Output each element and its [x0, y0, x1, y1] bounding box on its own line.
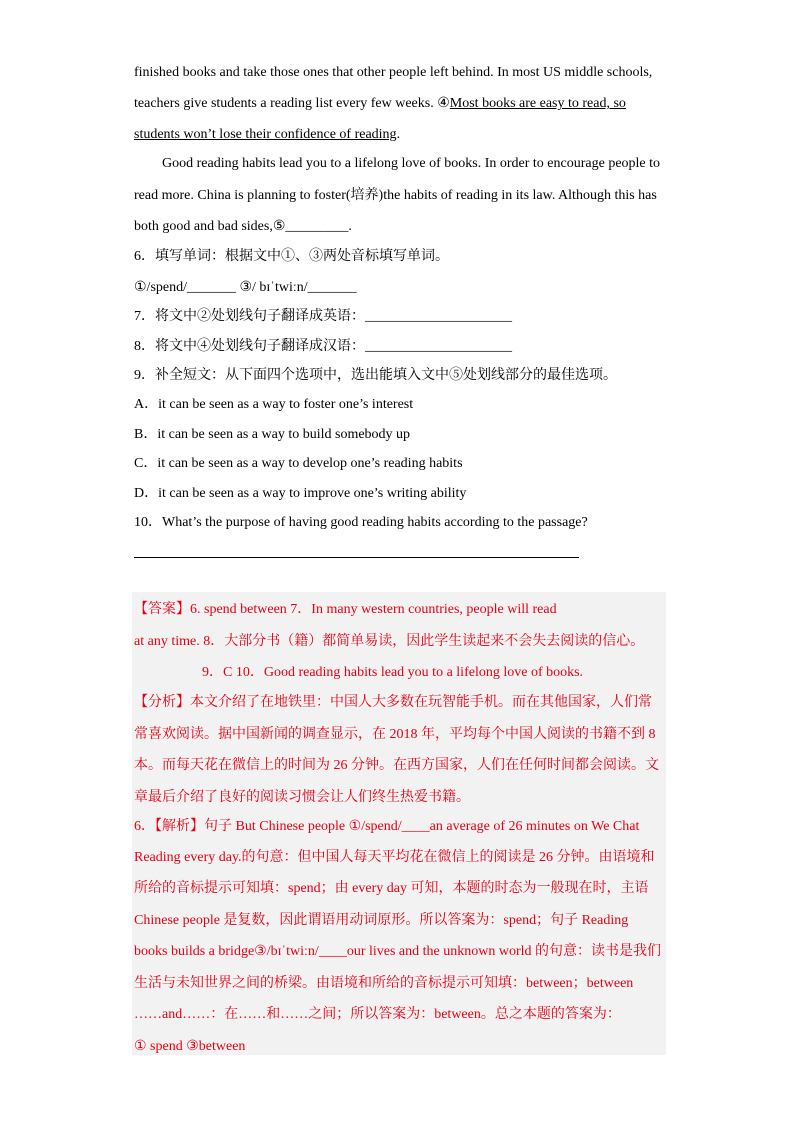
passage-line: both good and bad sides,⑤_________.	[134, 219, 352, 234]
analysis-line: 【分析】本文介绍了在地铁里：中国人大多数在玩智能手机。而在其他国家，人们常	[134, 695, 652, 710]
explanation-line: ① spend ③between	[134, 1039, 246, 1054]
explanation-line: books builds a bridge③/bɪˈtwiːn/____our lives and the unknown world 的句意：读书是我们	[134, 944, 662, 959]
question-9: 9．补全短文：从下面四个选项中，选出能填入文中⑤处划线部分的最佳选项。	[134, 368, 617, 383]
analysis-line: 章最后介绍了良好的阅读习惯会让人们终生热爱书籍。	[134, 790, 470, 805]
option-a: A．it can be seen as a way to foster one’s interest	[134, 397, 414, 412]
answer-blank-line	[134, 557, 579, 558]
analysis-line: 本。而每天花在微信上的时间为 26 分钟。在西方国家，人们在任何时间都会阅读。文	[134, 758, 659, 773]
question-6-blanks: ①/spend/_______ ③/ bɪˈtwiːn/_______	[134, 280, 357, 295]
passage-line: Good reading habits lead you to a lifelong love of books. In order to encourage people to	[162, 156, 661, 171]
explanation-line: 生活与未知世界之间的桥梁。由语境和所给的音标提示可知填：between；between	[134, 976, 634, 991]
question-6: 6．填写单词：根据文中①、③两处音标填写单词。	[134, 249, 449, 264]
answer-line: 【答案】6. spend between 7．In many western countries, people will read	[134, 602, 557, 617]
passage-line	[134, 95, 626, 113]
question-8: 8．将文中④处划线句子翻译成汉语：_____________________	[134, 339, 512, 354]
underlined-sentence-4-cont: students won’t lose their confidence of reading	[134, 127, 397, 142]
passage-line: read more. China is planning to foster(培养)the habits of reading in its law. Although this has	[134, 188, 657, 203]
passage-text: .	[396, 127, 401, 142]
explanation-line: ……and……：在……和……之间；所以答案为：between。总之本题的答案为：	[134, 1007, 621, 1022]
answer-line: 9．C 10．Good reading habits lead you to a lifelong love of books.	[202, 665, 584, 680]
option-c: C．it can be seen as a way to develop one’s reading habits	[134, 456, 463, 471]
explanation-line: Reading every day.的句意：但中国人每天平均花在微信上的阅读是 26 分钟。由语境和	[134, 850, 655, 865]
underlined-sentence-4: Most books are easy to read, so	[449, 96, 626, 111]
option-d: D．it can be seen as a way to improve one’s writing ability	[134, 486, 467, 501]
explanation-line: 6．【解析】句子 But Chinese people ①/spend/____an average of 26 minutes on We Chat	[134, 819, 640, 834]
passage-line	[134, 126, 400, 144]
question-7: 7．将文中②处划线句子翻译成英语：_____________________	[134, 309, 512, 324]
answer-line: at any time. 8．大部分书（籍）都简单易读，因此学生读起来不会失去阅读的信心。	[134, 634, 645, 649]
analysis-line: 常喜欢阅读。据中国新闻的调查显示，在 2018 年，平均每个中国人阅读的书籍不到 8	[134, 727, 656, 742]
explanation-line: Chinese people 是复数，因此谓语用动词原形。所以答案为：spend；句子 Reading	[134, 913, 629, 928]
option-b: B．it can be seen as a way to build somebody up	[134, 427, 411, 442]
passage-text: teachers give students a reading list every few weeks. ④	[134, 96, 450, 111]
question-10: 10．What’s the purpose of having good reading habits according to the passage?	[134, 515, 588, 530]
explanation-line: 所给的音标提示可知填：spend；由 every day 可知，本题的时态为一般现在时，主语	[134, 881, 649, 896]
passage-line: finished books and take those ones that other people left behind. In most US middle schools,	[134, 65, 653, 80]
